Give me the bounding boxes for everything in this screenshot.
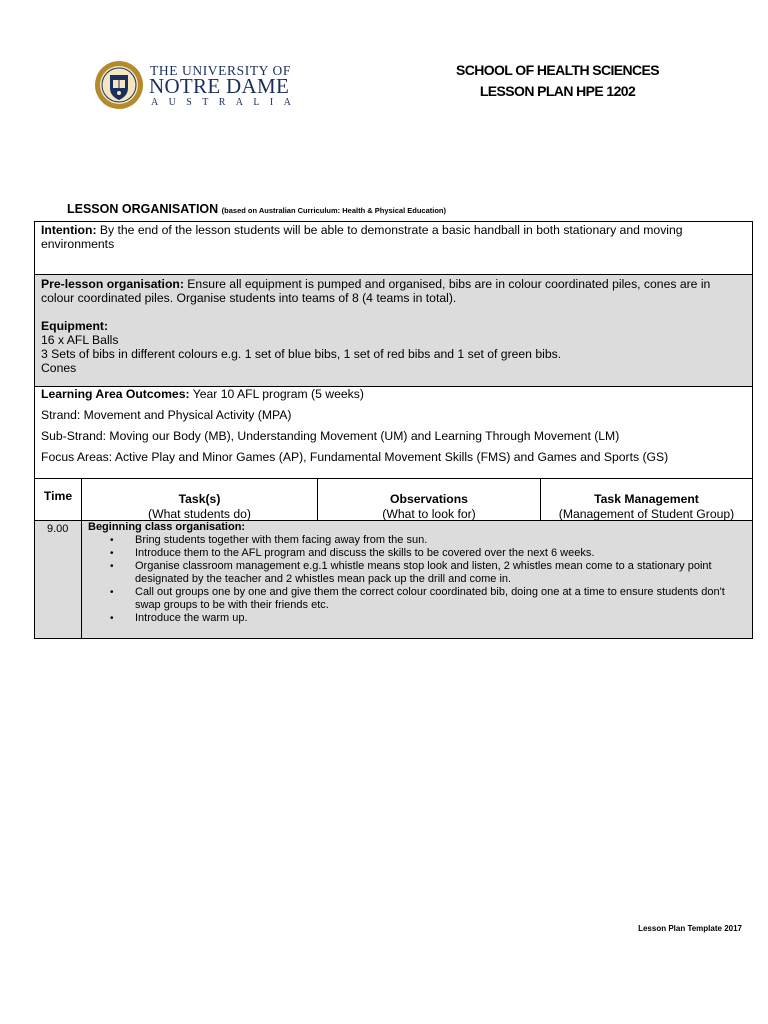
intention-label: Intention: — [41, 223, 97, 237]
list-item: • Organise classroom management e.g.1 whistle means stop look and listen, 2 whistles mean come to a stationary point designated by the teacher and 2 whistles mean pack up the drill and come in. — [105, 560, 745, 586]
header-task-management: Task Management (Management of Student Group) — [558, 492, 735, 521]
strand: Strand: Movement and Physical Activity (MPA) — [41, 408, 292, 422]
list-item: • Introduce the warm up. — [105, 612, 745, 625]
row-task-title: Beginning class organisation: — [88, 521, 246, 533]
logo-line-3: AUSTRALIA — [151, 97, 302, 108]
intention-section — [34, 221, 753, 275]
equipment-item: 16 x AFL Balls — [41, 333, 119, 347]
lesson-organisation-heading — [67, 202, 446, 216]
intention-text: By the end of the lesson students will be able to demonstrate a basic handball in both stationary and moving environments — [41, 223, 683, 251]
task-list — [105, 534, 745, 625]
logo-line-2: NOTRE DAME — [149, 74, 290, 98]
organisation-title: LESSON ORGANISATION — [67, 202, 219, 216]
header-task: Task(s) (What students do) — [148, 492, 251, 521]
list-item: • Introduce them to the AFL program and discuss the skills to be covered over the next 6 weeks. — [105, 547, 745, 560]
lesson-table — [34, 478, 753, 639]
learning-text: Year 10 AFL program (5 weeks) — [192, 387, 364, 401]
university-crest-seal-icon — [94, 60, 144, 110]
equipment-item: Cones — [41, 361, 77, 375]
equipment-label: Equipment: — [41, 319, 109, 333]
university-logo — [94, 60, 302, 112]
school-name: SCHOOL OF HEALTH SCIENCES — [455, 62, 660, 78]
list-item: • Call out groups one by one and give them the correct colour coordinated bib, doing one at a time to ensure students don't swap groups to be with their friends etc. — [105, 586, 745, 612]
list-item: • Bring students together with them facing away from the sun. — [105, 534, 745, 547]
row-time: 9.00 — [47, 523, 69, 535]
footer-template-label: Lesson Plan Template 2017 — [638, 924, 742, 933]
logo-line-1: THE UNIVERSITY OF — [150, 63, 291, 78]
header-observations: Observations (What to look for) — [382, 492, 476, 521]
pre-lesson-text: Ensure all equipment is pumped and organised, bibs are in colour coordinated piles, cones are in colour coordinated piles. Organise students into teams of 8 (4 teams in total). — [41, 277, 711, 305]
equipment-item: 3 Sets of bibs in different colours e.g. 1 set of blue bibs, 1 set of red bibs and 1 set of green bibs. — [41, 347, 562, 361]
sub-strand: Sub-Strand: Moving our Body (MB), Understanding Movement (UM) and Learning Through Movement (LM) — [41, 429, 620, 443]
learning-outcomes-section — [34, 386, 753, 479]
header-time: Time — [43, 489, 73, 503]
pre-lesson-section — [34, 274, 753, 387]
pre-lesson-label: Pre-lesson organisation: — [41, 277, 184, 291]
lesson-plan-title: LESSON PLAN HPE 1202 — [479, 83, 636, 99]
focus-areas: Focus Areas: Active Play and Minor Games (AP), Fundamental Movement Skills (FMS) and Games and Sports (GS) — [41, 450, 669, 464]
organisation-subtitle: (based on Australian Curriculum: Health & Physical Education) — [221, 206, 447, 215]
learning-label: Learning Area Outcomes: — [41, 387, 190, 401]
